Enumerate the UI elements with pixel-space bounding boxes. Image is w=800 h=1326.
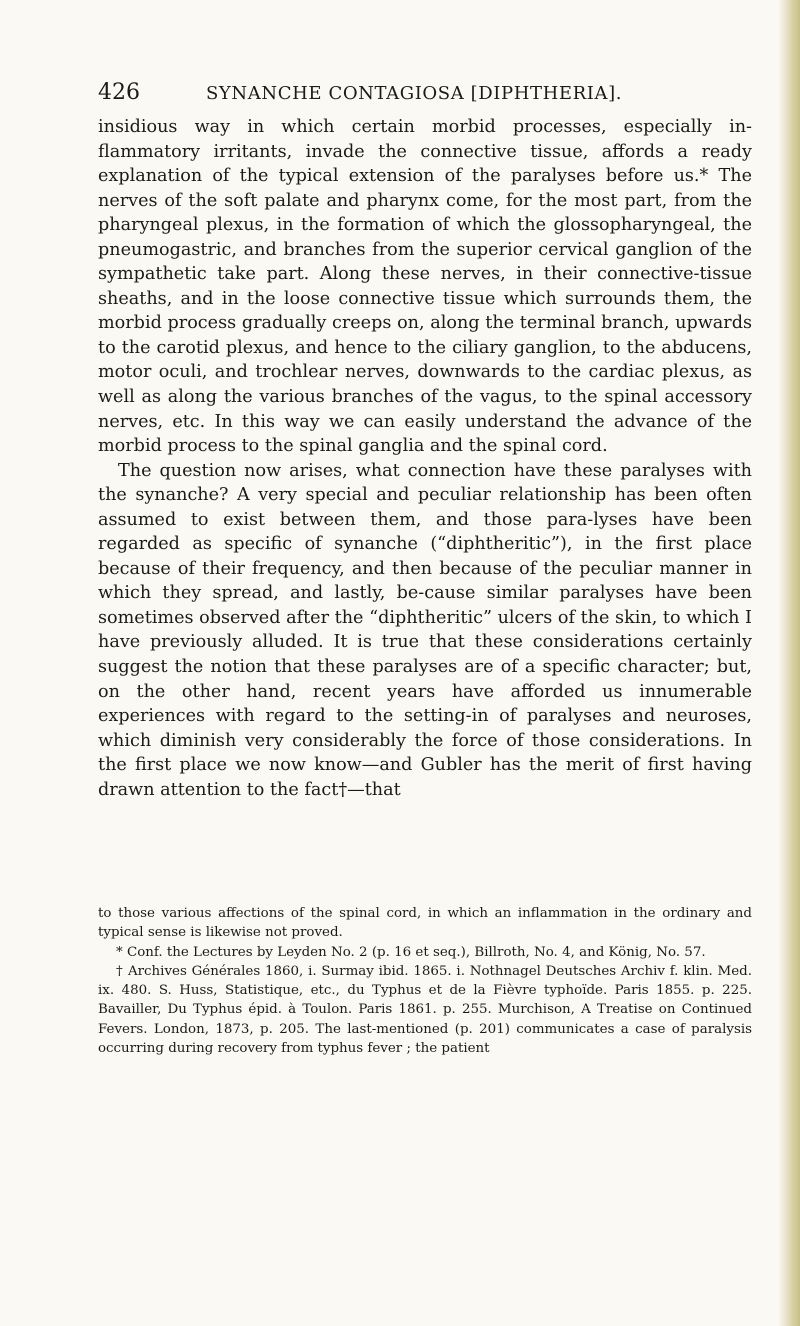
page-edge-shadow [778,0,800,1326]
footnote-continued: to those various affections of the spinal cord, in which an inflammation in the ordinary and typical sense is likewise not proved. [98,906,752,941]
footnote-star: * Conf. the Lectures by Leyden No. 2 (p. 16 et seq.), Billroth, No. 4, and König, No. 57. [116,944,706,960]
paragraph-continued: insidious way in which certain morbid processes, especially in-flammatory irritants, invade the connective tissue, affords a ready explanation of the typical extension of the paralyses before us.* The nerves of the soft palate and pharynx come, for the most part, from the pharyngeal plexus, in the formation of which the glossopharyngeal, the pneumogastric, and branches from the superior cervical ganglion of the sympathetic take part. Along these nerves, in their connective-tissue sheaths, and in the loose connective tissue which surrounds them, the morbid process gradually creeps on, along the terminal branch, upwards to the carotid plexus, and hence to the ciliary ganglion, to the abducens, motor oculi, and trochlear nerves, downwards to the cardiac plexus, as well as along the various branches of the vagus, to the spinal accessory nerves, etc. In this way we can easily understand the advance of the morbid process to the spinal ganglia and the spinal cord. [98,117,752,457]
footnotes [98,904,752,1058]
page-header [98,78,758,112]
paragraph: The question now arises, what connection have these paralyses with the synanche? A very special and peculiar relationship has been often assumed to exist between them, and those para-lyses have been regarded as specific of synanche (“diphtheritic”), in the first place because of their frequency, and then because of the peculiar manner in which they spread, and lastly, be-cause similar paralyses have been sometimes observed after the “diphtheritic” ulcers of the skin, to which I have previously alluded. It is true that these considerations certainly suggest the notion that these paralyses are of a specific character; but, on the other hand, recent years have afforded us innumerable experiences with regard to the setting-in of paralyses and neuroses, which diminish very considerably the force of those considerations. In the first place we now know—and Gubler has the merit of first having drawn attention to the fact†—that [98,460,752,800]
main-text [98,115,752,802]
page-number: 426 [98,80,140,105]
footnote-dagger: † Archives Générales 1860, i. Surmay ibid. 1865. i. Nothnagel Deutsches Archiv f. klin. Med. ix. 480. S. Huss, Statistique, etc., du Typhus et de la Fièvre typhoïde. Paris 1855. p. 225. Bavailler, Du Typhus épid. à Toulon. Paris 1861. p. 255. Murchison, A Treatise on Continued Fevers. London, 1873, p. 205. The last-mentioned (p. 201) communicates a case of paralysis occurring during recovery from typhus fever ; the patient [98,963,752,1057]
running-title: SYNANCHE CONTAGIOSA [DIPHTHERIA]. [206,83,623,104]
